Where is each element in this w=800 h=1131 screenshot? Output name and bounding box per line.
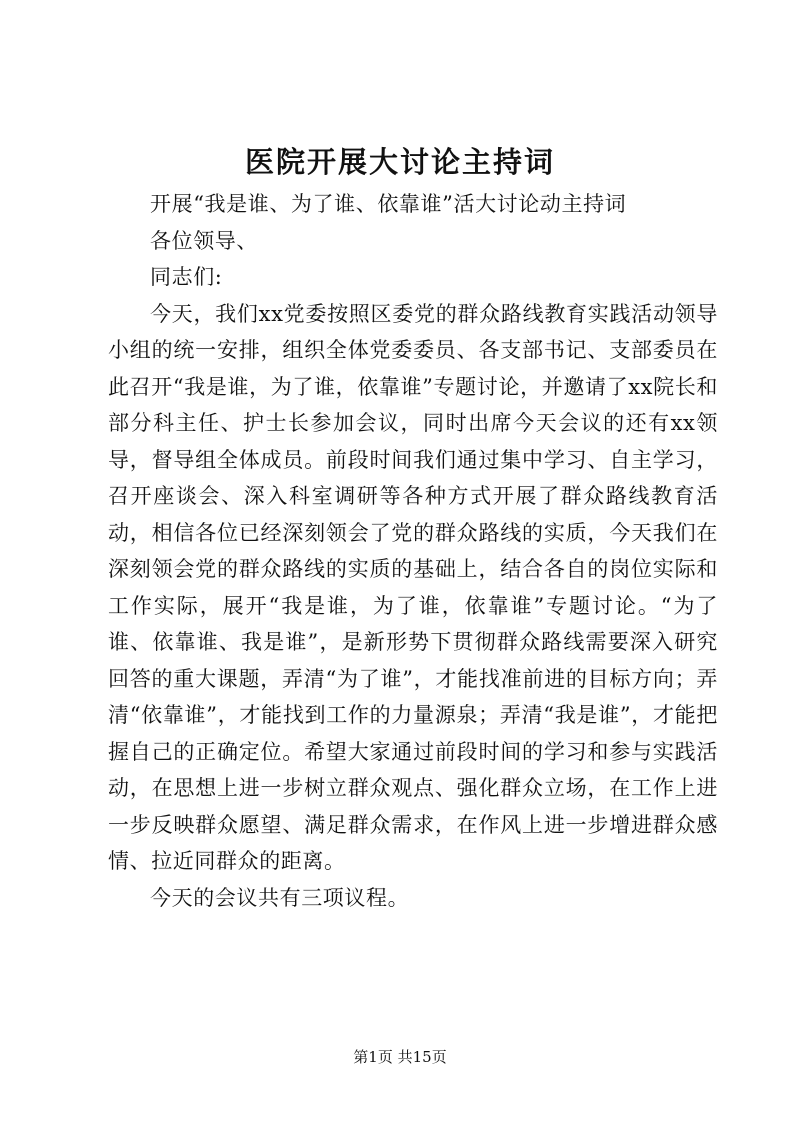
- paragraph-main: 今天，我们xx党委按照区委党的群众路线教育实践活动领导小组的统一安排，组织全体党委委员、各支部书记、支部委员在此召开“我是谁，为了谁，依靠谁”专题讨论，并邀请了xx院长和部分科主任、护士长参加会议，同时出席今天会议的还有xx领导，督导组全体成员。前段时间我们通过集中学习、自主学习，召开座谈会、深入科室调研等各种方式开展了群众路线教育活动，相信各位已经深刻领会了党的群众路线的实质，今天我们在深刻领会党的群众路线的实质的基础上，结合各自的岗位实际和工作实际，展开“我是谁，为了谁，依靠谁”专题讨论。“为了谁、依靠谁、我是谁”，是新形势下贯彻群众路线需要深入研究回答的重大课题，弄清“为了谁”，才能找准前进的目标方向；弄清“依靠谁”，才能找到工作的力量源泉；弄清“我是谁”，才能把握自己的正确定位。希望大家通过前段时间的学习和参与实践活动，在思想上进一步树立群众观点、强化群众立场，在工作上进一步反映群众愿望、满足群众需求，在作风上进一步增进群众感情、拉近同群众的距离。: [108, 301, 718, 873]
- document-title: 医院开展大讨论主持词: [244, 145, 555, 179]
- paragraph-subtitle: 开展“我是谁、为了谁、依靠谁”活大讨论动主持词: [150, 192, 627, 216]
- page-footer: 第1页 共15页: [353, 1048, 447, 1066]
- paragraph-salutation-comrades: 同志们:: [150, 265, 223, 289]
- paragraph-salutation-leaders: 各位领导、: [150, 228, 258, 253]
- paragraph-agenda: 今天的会议共有三项议程。: [150, 885, 410, 910]
- document-body: [108, 186, 718, 916]
